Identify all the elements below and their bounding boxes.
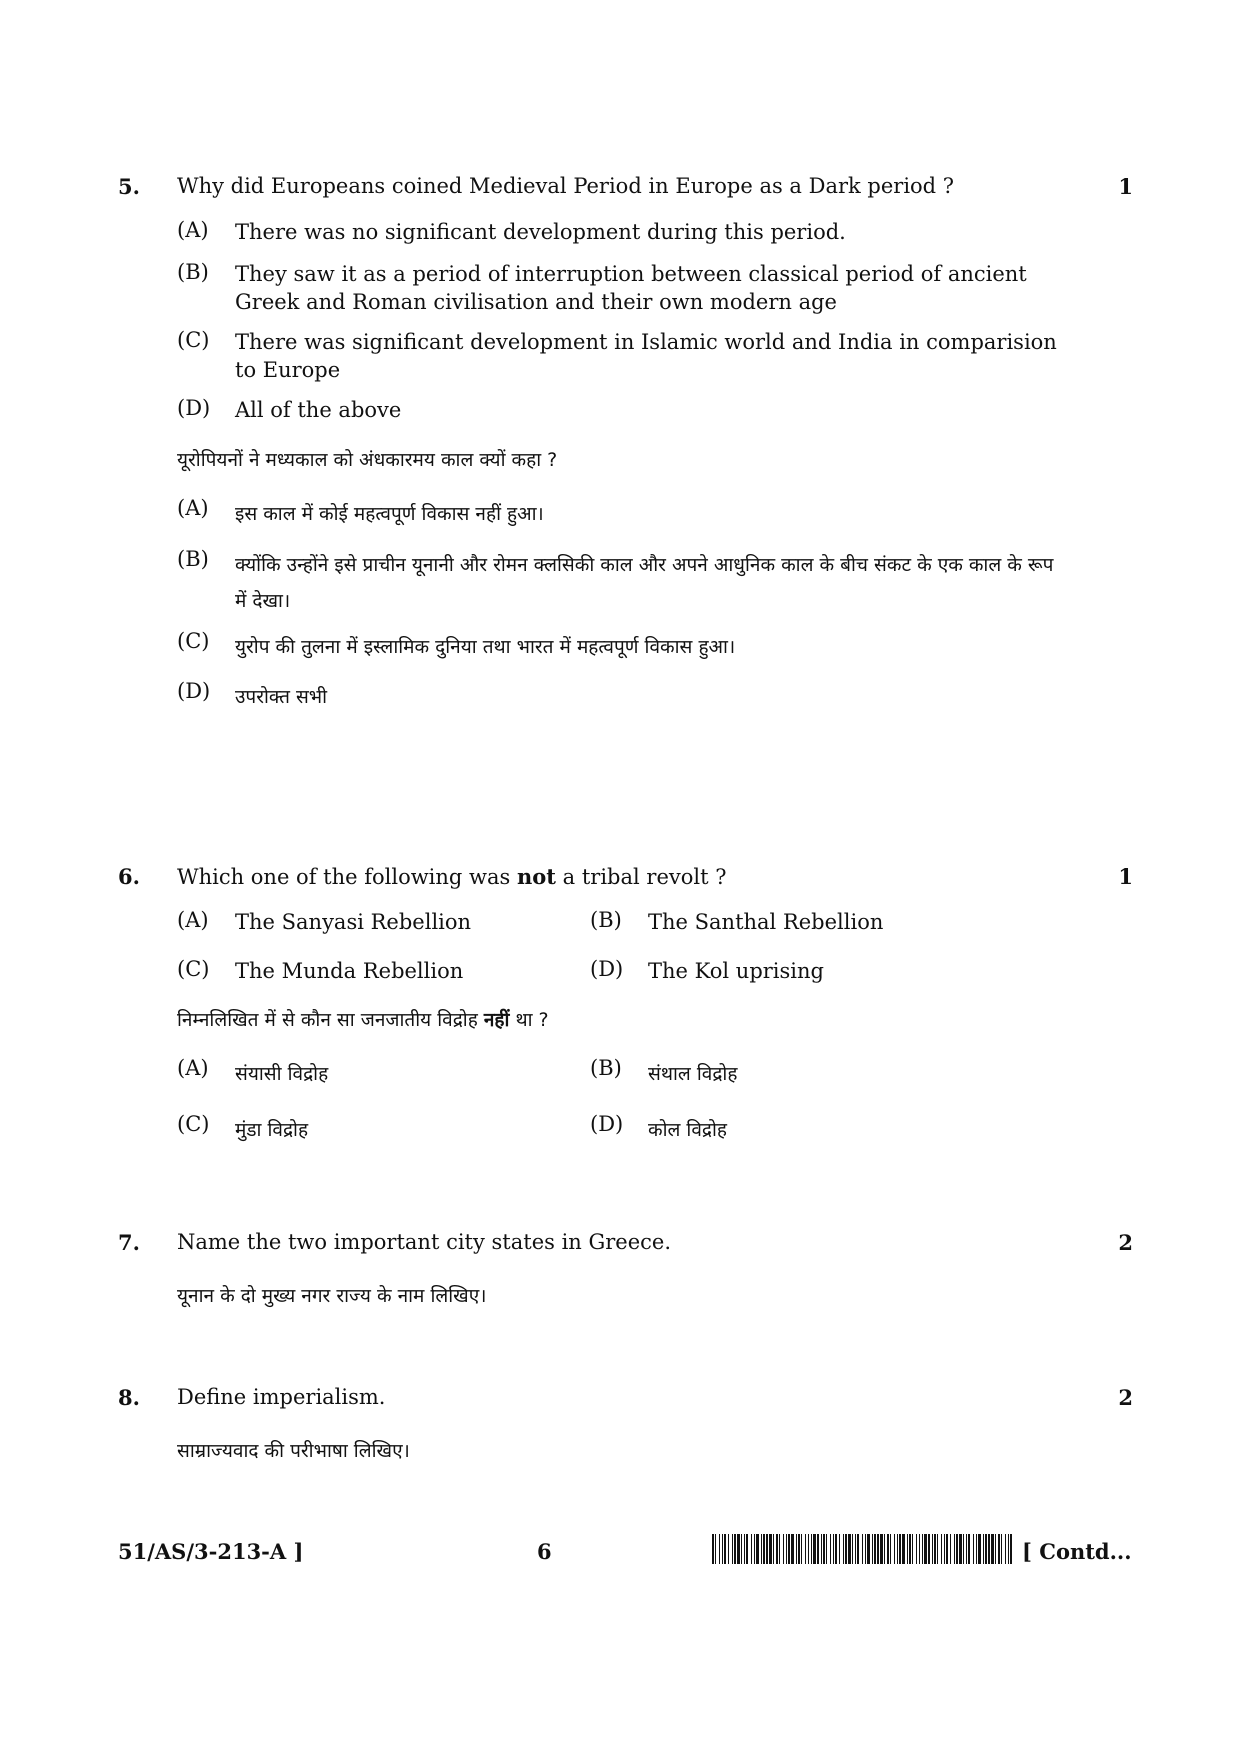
question-marks: 2: [1118, 1385, 1133, 1410]
option-text: क्योंकि उन्होंने इसे प्राचीन यूनानी और रोमन क्लसिकी काल और अपने आधुनिक काल के बीच संकट के एक काल के रूप में देखा।: [235, 554, 1054, 612]
option-label: (C): [177, 328, 210, 352]
question-text-en: Define imperialism.: [177, 1385, 386, 1409]
option-label: (A): [177, 1056, 209, 1080]
option-text: There was significant development in Islamic world and India in comparision to Europe: [235, 330, 1057, 382]
option-text: The Kol uprising: [648, 959, 824, 983]
option-text: संयासी विद्रोह: [235, 1063, 329, 1085]
question-text-hi: यूनान के दो मुख्य नगर राज्य के नाम लिखिए।: [177, 1285, 487, 1307]
question-number: 5.: [118, 174, 140, 199]
option-text: मुंडा विद्रोह: [235, 1119, 309, 1141]
question-text-en: Why did Europeans coined Medieval Period in Europe as a Dark period ?: [177, 174, 955, 198]
option-text: संथाल विद्रोह: [648, 1063, 738, 1085]
option-text: They saw it as a period of interruption between classical period of ancient Greek and Roman civilisation and their own modern age: [235, 262, 1027, 314]
question-text-hi: साम्राज्यवाद की परीभाषा लिखिए।: [177, 1440, 410, 1462]
option-label: (B): [590, 1056, 622, 1080]
option-label: (D): [177, 679, 211, 703]
question-marks: 1: [1118, 864, 1133, 889]
option-label: (D): [177, 396, 211, 420]
option-text: कोल विद्रोह: [648, 1119, 728, 1141]
question-text-en: Name the two important city states in Greece.: [177, 1230, 672, 1254]
continued-label: [ Contd...: [1022, 1539, 1132, 1564]
question-marks: 1: [1118, 174, 1133, 199]
option-label: (A): [177, 908, 209, 932]
question-text-en: Which one of the following was not a tribal revolt ?: [177, 864, 727, 889]
option-label: (C): [177, 957, 210, 981]
option-label: (D): [590, 1112, 624, 1136]
question-text-hi: यूरोपियनों ने मध्यकाल को अंधकारमय काल क्यों कहा ?: [177, 449, 558, 471]
option-label: (A): [177, 496, 209, 520]
question-8: [118, 1385, 1133, 1465]
option-text: The Santhal Rebellion: [648, 910, 884, 934]
option-label: (B): [177, 260, 209, 284]
page-number: 6: [537, 1539, 552, 1564]
option-label: (C): [177, 629, 210, 653]
option-label: (B): [590, 908, 622, 932]
option-label: (C): [177, 1112, 210, 1136]
option-text: The Sanyasi Rebellion: [235, 910, 472, 934]
barcode-icon: [712, 1534, 1012, 1564]
option-text: The Munda Rebellion: [235, 959, 464, 983]
option-text: All of the above: [235, 398, 402, 422]
question-5: [118, 174, 1133, 714]
option-label: (B): [177, 547, 209, 571]
question-number: 6.: [118, 864, 140, 889]
question-7: [118, 1230, 1133, 1310]
option-label: (D): [590, 957, 624, 981]
question-text-hi: निम्नलिखित में से कौन सा जनजातीय विद्रोह नहीं था ?: [177, 1009, 549, 1031]
option-text: इस काल में कोई महत्वपूर्ण विकास नहीं हुआ।: [235, 503, 544, 525]
question-marks: 2: [1118, 1230, 1133, 1255]
paper-code: 51/AS/3-213-A ]: [118, 1539, 304, 1564]
option-text: युरोप की तुलना में इस्लामिक दुनिया तथा भारत में महत्वपूर्ण विकास हुआ।: [235, 636, 736, 658]
question-number: 7.: [118, 1230, 140, 1255]
option-text: उपरोक्त सभी: [235, 686, 328, 708]
question-number: 8.: [118, 1385, 140, 1410]
option-label: (A): [177, 218, 209, 242]
question-6: [118, 864, 1133, 1164]
option-text: There was no significant development during this period.: [235, 220, 846, 244]
